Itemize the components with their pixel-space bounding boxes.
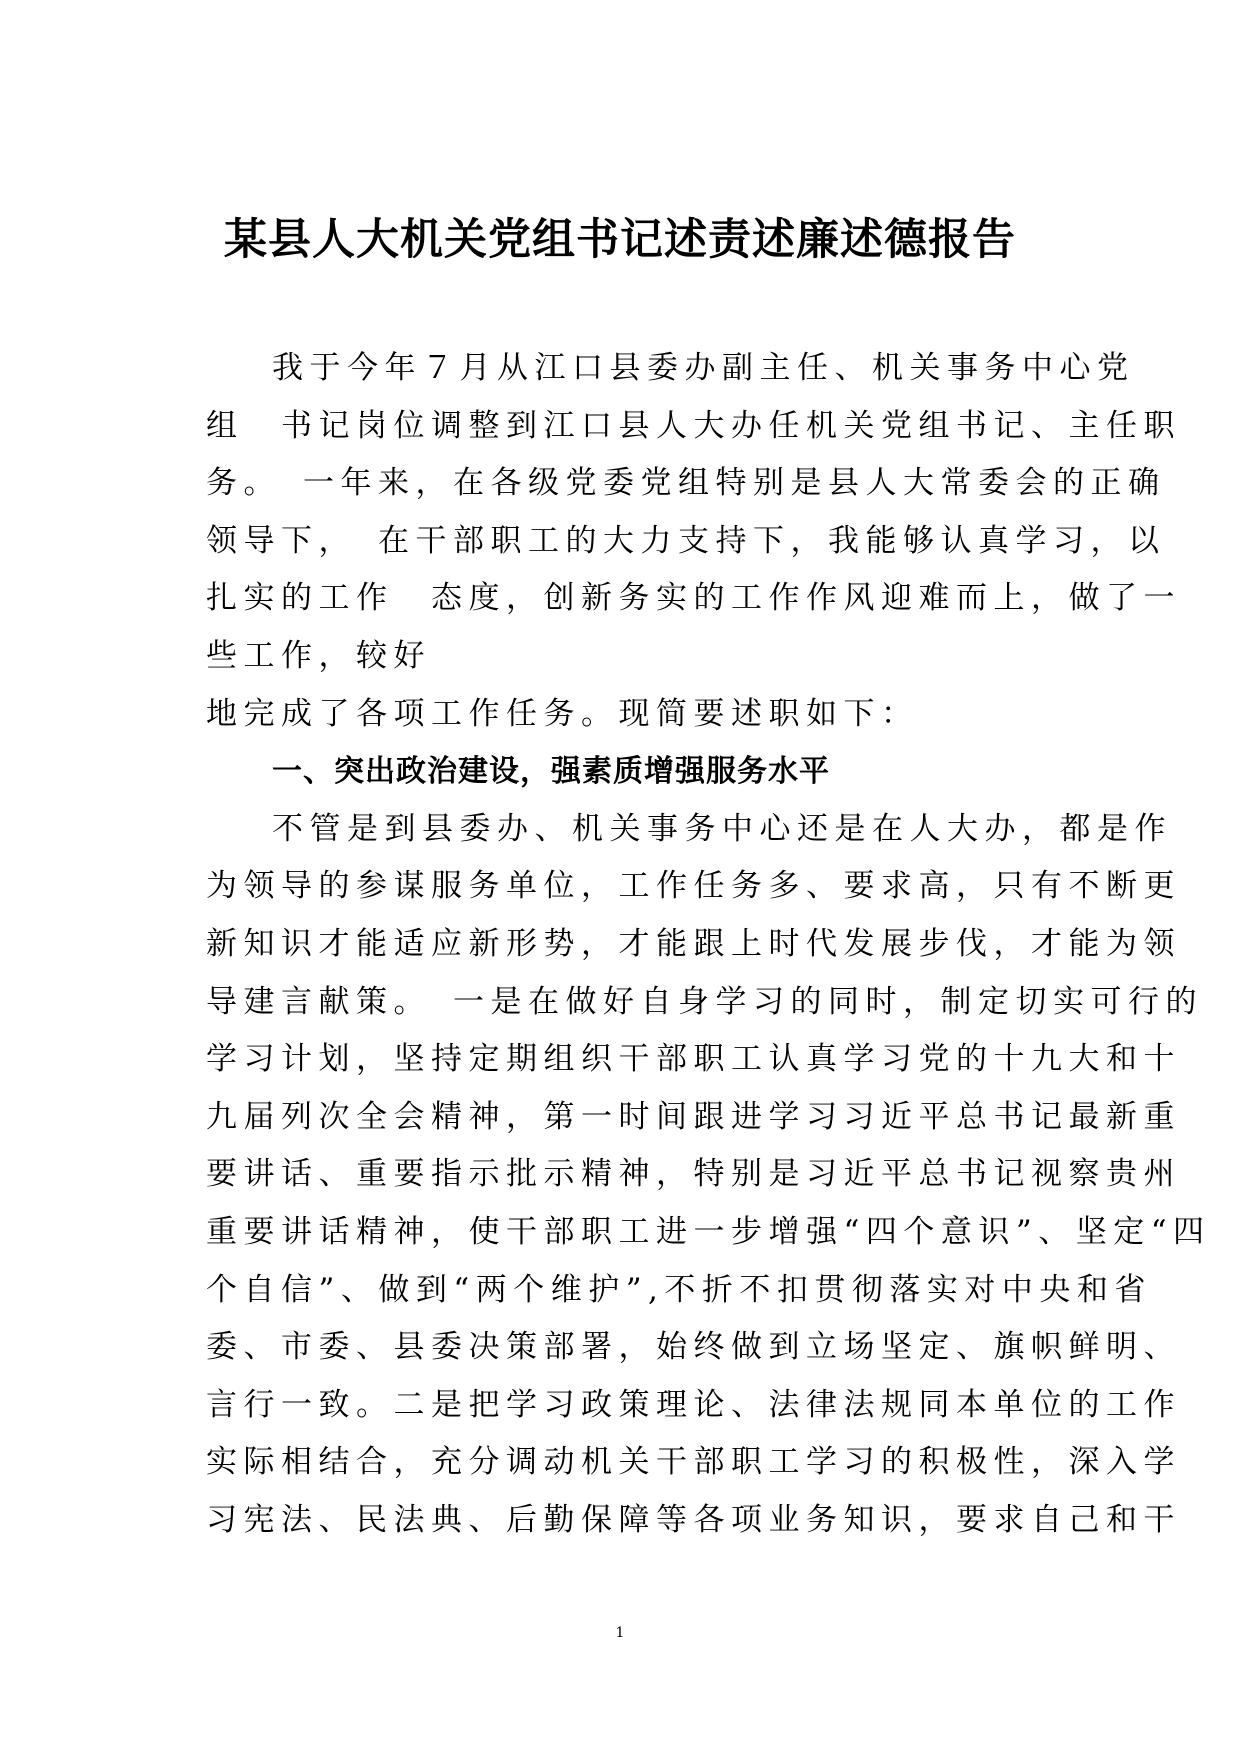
text-line: 委、市委、县委决策部署，始终做到立场坚定、旗帜鲜明、 (206, 1329, 1181, 1366)
text-line: 务。 一年来，在各级党委党组特别是县人大常委会的正确 (206, 465, 1166, 502)
text-line: 我于今年７月从江口县委办副主任、机关事务中心党 (272, 350, 1135, 386)
section-heading: 一、突出政治建设，强素质增强服务水平 (272, 754, 830, 790)
text-line: 要讲话、重要指示批示精神，特别是习近平总书记视察贵州 (206, 1156, 1181, 1193)
text-line: 习宪法、民法典、后勤保障等各项业务知识，要求自己和干 (206, 1501, 1181, 1538)
text-line: 扎实的工作 态度，创新务实的工作作风迎难而上，做了一 (206, 580, 1181, 617)
text-line: 为领导的参谋服务单位，工作任务多、要求高，只有不断更 (206, 868, 1181, 905)
text-line: 实际相结合，充分调动机关干部职工学习的积极性，深入学 (206, 1444, 1181, 1481)
text-line: 地完成了各项工作任务。现简要述职如下： (206, 695, 919, 732)
document-title: 某县人大机关党组书记述责述廉述德报告 (224, 215, 1016, 265)
text-line: 组 书记岗位调整到江口县人大办任机关党组书记、主任职 (206, 407, 1181, 444)
text-line: 不管是到县委办、机关事务中心还是在人大办，都是作 (272, 810, 1172, 847)
text-line: 个自信”、做到“两个维护”,不折不扣贯彻落实对中央和省 (206, 1271, 1152, 1308)
document-body (206, 340, 1211, 1549)
text-line: 重要讲话精神，使干部职工进一步增强“四个意识”、坚定“四 (206, 1213, 1211, 1250)
text-line: 九届列次全会精神，第一时间跟进学习习近平总书记最新重 (206, 1098, 1181, 1135)
text-line: 领导下， 在干部职工的大力支持下，我能够认真学习，以 (206, 522, 1166, 559)
text-line: 导建言献策。 一是在做好自身学习的同时，制定切实可行的 (206, 983, 1203, 1020)
text-line: 些工作，较好 (206, 637, 431, 674)
text-line: 言行一致。二是把学习政策理论、法律法规同本单位的工作 (206, 1386, 1181, 1423)
text-line: 新知识才能适应新形势，才能跟上时代发展步伐，才能为领 (206, 925, 1181, 962)
page-number: 1 (615, 1625, 625, 1641)
text-line: 学习计划，坚持定期组织干部职工认真学习党的十九大和十 (206, 1041, 1181, 1078)
